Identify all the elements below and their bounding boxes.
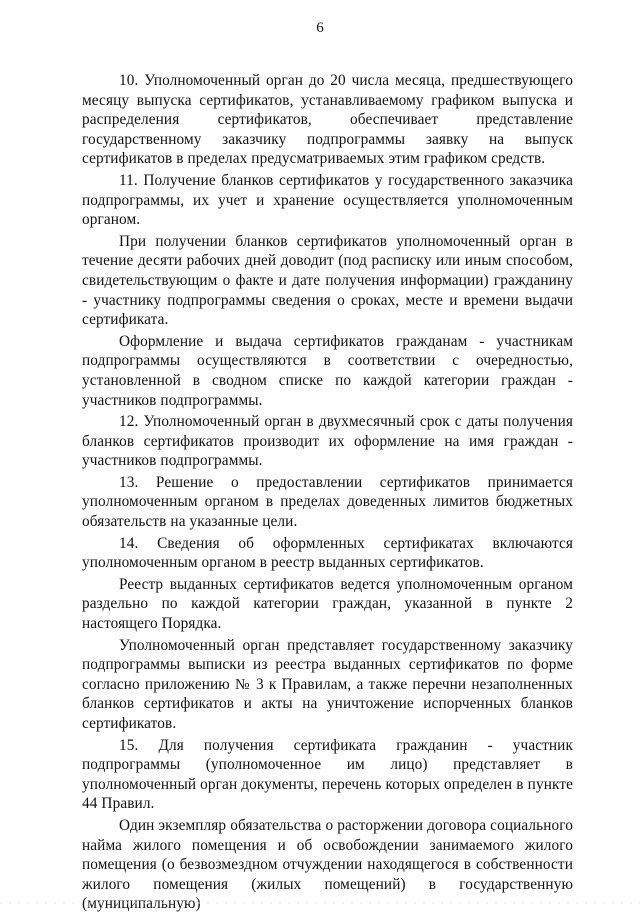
paragraph-item-14: 14. Сведения об оформленных сертификатах включаются уполномоченным органом в реестр выданных сертификатов.	[82, 534, 573, 572]
paragraph-item-12: 12. Уполномоченный орган в двухмесячный срок с даты получения бланков сертификатов производит их оформление на имя граждан - участников подпрограммы.	[82, 413, 573, 470]
paragraph-item-13: 13. Решение о предоставлении сертификатов принимается уполномоченным органом в пределах доведенных лимитов бюджетных обязательств на указанные цели.	[82, 473, 573, 531]
paragraph-blank-receipt: При получении бланков сертификатов уполномоченный орган в течение десяти рабочих дней доводит (под расписку или иным способом, свидетельствующим о факте и дате получения информации) гражданину - участнику подпрограммы сведения о сроках, месте и времени выдачи сертификата.	[82, 232, 573, 329]
paragraph-obligation: Один экземпляр обязательства о расторжении договора социального найма жилого помещения и об освобождении занимаемого жилого помещения (о безвозмездном отчуждении находящегося в собственности жилого помещения (жилых помещений) в государственную (муниципальную)	[82, 816, 573, 913]
paragraph-item-15: 15. Для получения сертификата гражданин - участник подпрограммы (уполномоченное им лицо) представляет в уполномоченный орган документы, перечень которых определен в пункте 44 Правил.	[82, 736, 573, 813]
paragraph-issuance-order: Оформление и выдача сертификатов гражданам - участникам подпрограммы осуществляются в соответствии с очередностью, установленной в сводном списке по каждой категории граждан - участников подпрограммы.	[82, 332, 573, 409]
paragraph-item-10: 10. Уполномоченный орган до 20 числа месяца, предшествующего месяцу выпуска сертификатов, устанавливаемому графиком выпуска и распределения сертификатов, обеспечивает представление государственному заказчику подпрограммы заявку на выпуск сертификатов в пределах предусматриваемых этим графиком средств.	[82, 72, 573, 168]
scan-edge-noise	[0, 893, 640, 905]
paragraph-registry-extracts: Уполномоченный орган представляет государственному заказчику подпрограммы выписки из реестра выданных сертификатов по форме согласно приложению № 3 к Правилам, а также перечни незаполненных бланков сертификатов и акты на уничтожение испорченных бланков сертификатов.	[82, 636, 573, 732]
paragraph-item-11: 11. Получение бланков сертификатов у государственного заказчика подпрограммы, их учет и хранение осуществляется уполномоченным органом.	[82, 171, 573, 229]
page-number: 6	[316, 20, 324, 36]
document-body	[82, 71, 573, 914]
paragraph-registry: Реестр выданных сертификатов ведется уполномоченным органом раздельно по каждой категории граждан, указанной в пункте 2 настоящего Порядка.	[82, 575, 573, 633]
